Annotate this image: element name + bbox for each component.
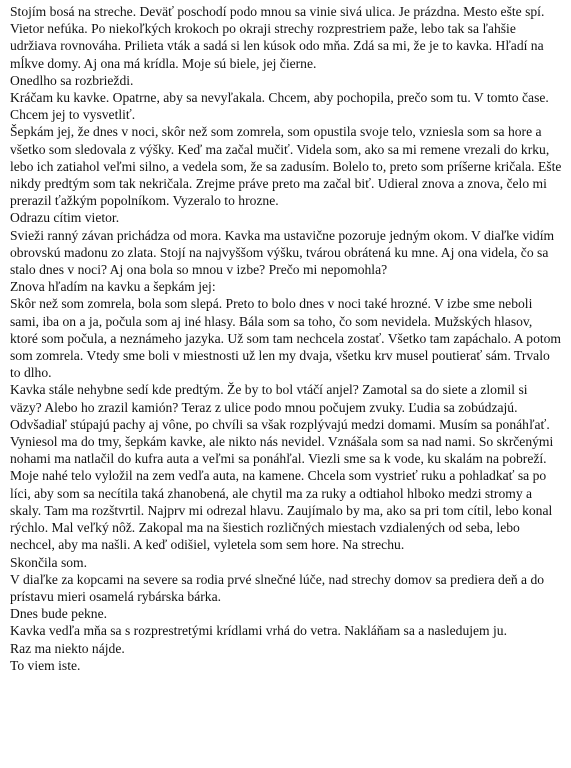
paragraph-17: To viem iste. <box>10 657 81 673</box>
paragraph-9: Skôr než som zomrela, bola som slepá. Preto to bolo dnes v noci také hrozné. V izbe sme neboli sami, iba on a ja, počula som aj iné hlasy. Bála som sa toho, čo som nevidela. Mužských hlasov, ktoré som počula, a neznámeho jazyka. Už som tam nechcela zostať. Všetko tam zapáchalo. A potom som zomrela. Vtedy sme boli v miestnosti už len my dvaja, všetku krv musel poutierať sám. Trvalo to dlho. <box>10 296 562 381</box>
paragraph-15: Kavka vedľa mňa sa s rozprestretými krídlami vrhá do vetra. Nakláňam sa a nasledujem ju. <box>10 623 507 639</box>
paragraph-3: Kráčam ku kavke. Opatrne, aby sa nevyľakala. Chcem, aby pochopila, prečo som tu. V tomto čase. <box>10 90 549 106</box>
paragraph-11: Vyniesol ma do tmy, šepkám kavke, ale nikto nás nevidel. Vznášala som sa nad nami. So skrčenými nohami ma natlačil do kufra auta a veľmi sa ponáhľal. Viezli sme sa k vode, ku skalám na pobreží. Moje nahé telo vyložil na zem vedľa auta, na kamene. Chcela som vystrieť ruku a pohladkať sa po líci, aby som sa necítila taká zhanobená, ale chytil ma za ruky a odtiahol hlboko medzi stromy a skaly. Tam ma rozštvrtil. Najprv mi odrezal hlavu. Zaujímalo by ma, ako sa pri tom cítil, lebo konal rýchlo. Mal veľký nôž. Zakopal ma na šiestich rozličných miestach vzdialených od seba, lebo nechcel, aby ma našli. A keď odišiel, vyletela som sem hore. Na strechu. <box>10 434 554 553</box>
paragraph-1: Stojím bosá na streche. Deväť poschodí podo mnou sa vinie sivá ulica. Je prázdna. Mesto ešte spí. Vietor nefúka. Po niekoľkých krokoch po okraji strechy rozprestriem paže, lebo tak sa ľahšie udržiava rovnováha. Prilieta vták a sadá si len kúsok odo mňa. Zdá sa mi, že je to kavka. Hľadí na mĺkve domy. Aj ona má krídla. Moje sú biele, jej čierne. <box>10 4 545 71</box>
paragraph-4: Chcem jej to vysvetliť. <box>10 107 136 123</box>
paragraph-14: Dnes bude pekne. <box>10 606 108 622</box>
paragraph-13: V diaľke za kopcami na severe sa rodia prvé slnečné lúče, nad strechy domov sa prediera deň a do prístavu mieri osamelá rybárska bárka. <box>10 571 545 604</box>
paragraph-6: Odrazu cítim vietor. <box>10 210 120 226</box>
paragraph-7: Svieži ranný závan prichádza od mora. Kavka ma ustavične pozoruje jedným okom. V diaľke vidím obrovskú madonu zo zlata. Stojí na najvyššom výšku, tvárou obrátená ku mne. Aj ona videla, čo sa stalo dnes v noci? Aj ona bola so mnou v izbe? Prečo mi nepomohla? <box>10 227 555 278</box>
story-text <box>10 3 562 674</box>
paragraph-10: Kavka stále nehybne sedí kde predtým. Že by to bol vtáčí anjel? Zamotal sa do siete a zlomil si väzy? Alebo ho zrazil kamión? Teraz z ulice podo mnou počujem zvuky. Ľudia sa zobúdzajú. Odvšadiaľ stúpajú pachy aj vône, po chvíli sa však rozplývajú medzi domami. Musím sa ponáhľať. <box>10 382 550 432</box>
paragraph-12: Skončila som. <box>10 554 88 570</box>
paragraph-5: Šepkám jej, že dnes v noci, skôr než som zomrela, som opustila svoje telo, vzniesla som sa hore a všetko som sledovala z výšky. Keď ma začal mučiť. Videla som, ako sa mi remene vrezali do krku, lebo ich zatiahol veľmi silno, a vedela som, že sa zadusím. Bolelo to, preto som príšerne kričala. Ešte nikdy predtým som tak nekričala. Zrejme práve preto ma začal biť. Udieral znova a znova, čelo mi prerazil ťažkým popolníkom. Vyzeralo to hrozne. <box>10 124 562 209</box>
paragraph-16: Raz ma niekto nájde. <box>10 640 125 656</box>
paragraph-8: Znova hľadím na kavku a šepkám jej: <box>10 279 216 295</box>
paragraph-2: Onedlho sa rozbrieždi. <box>10 72 134 88</box>
